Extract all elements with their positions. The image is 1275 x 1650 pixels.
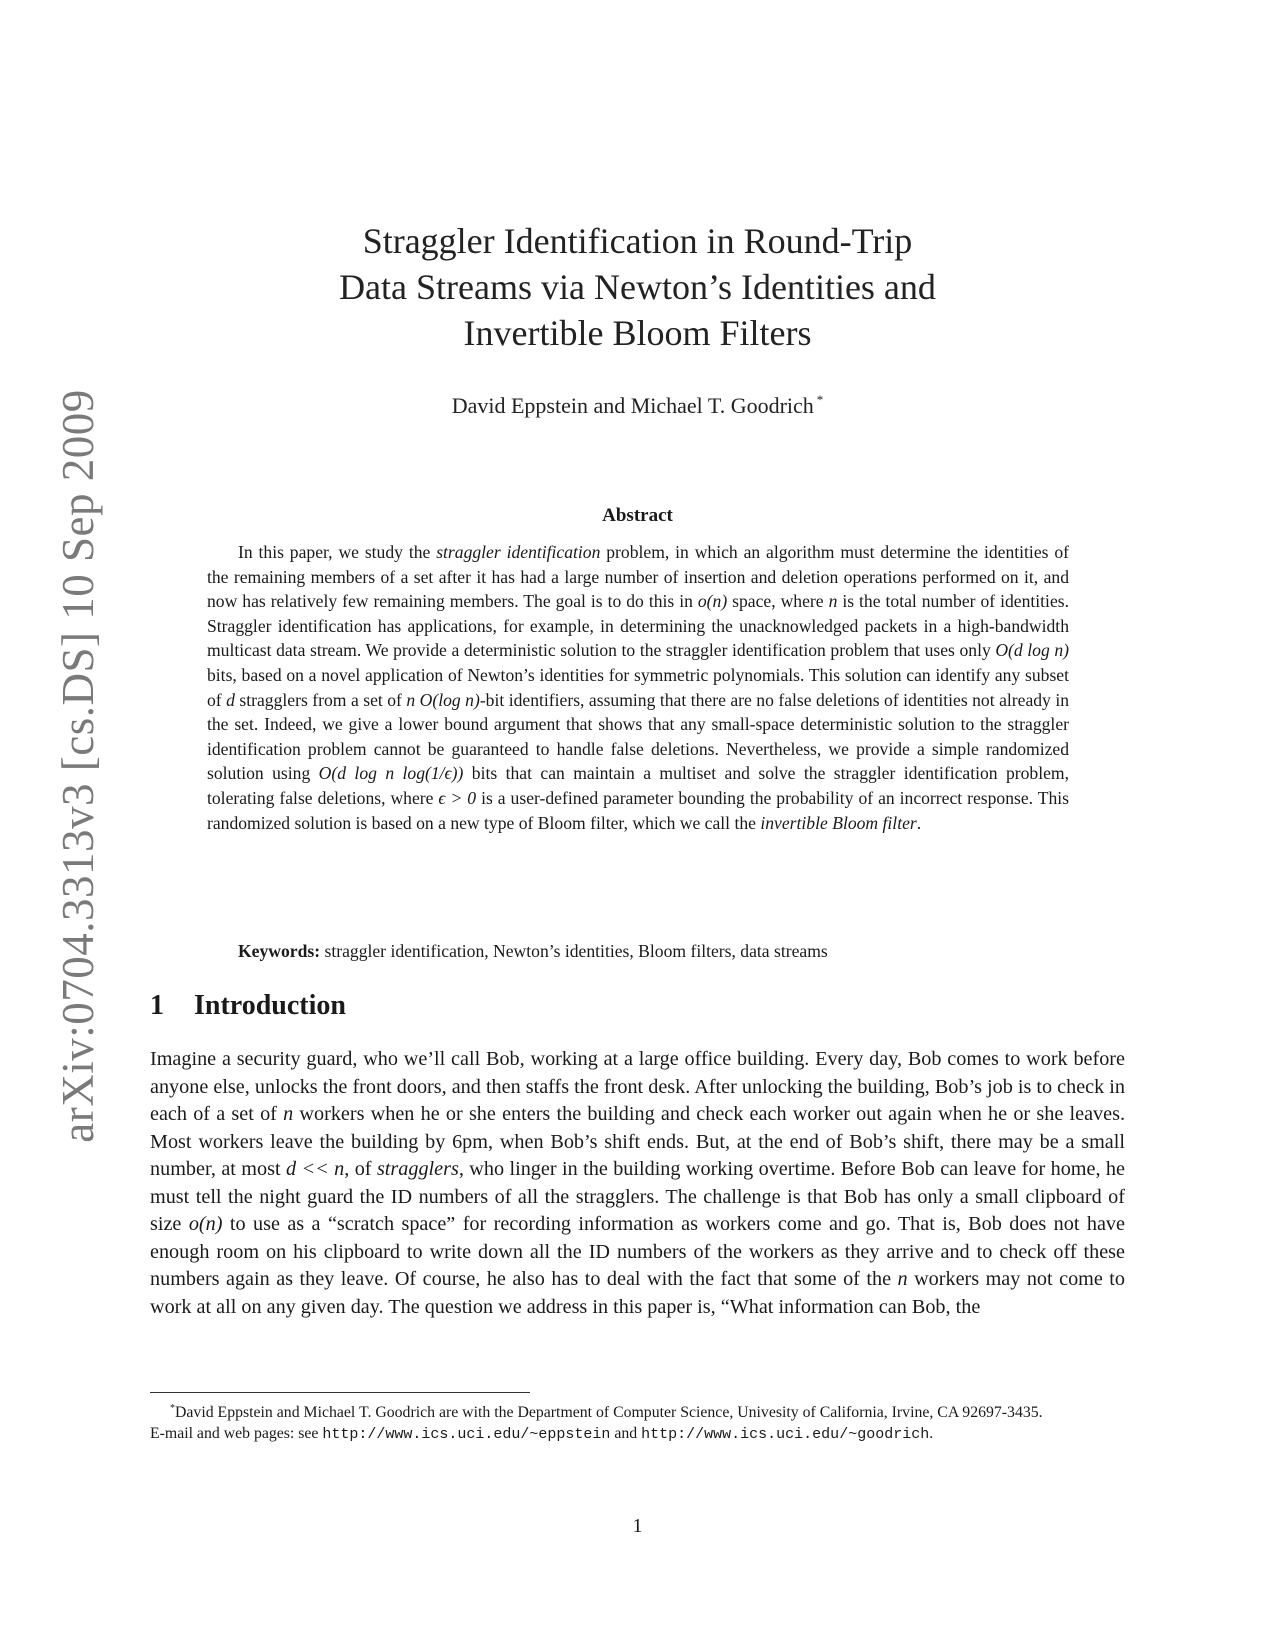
title-line: Invertible Bloom Filters (463, 313, 812, 353)
abstract-body (207, 540, 1069, 835)
author-line (150, 392, 1125, 419)
eppstein-url-link[interactable]: http://www.ics.uci.edu/~eppstein (322, 1426, 611, 1443)
section-title: Introduction (194, 990, 346, 1021)
introduction-body (150, 1046, 1125, 1321)
keywords-text: straggler identification, Newton’s identities, Bloom filters, data streams (320, 941, 828, 961)
abstract-heading: Abstract (602, 505, 673, 526)
footnotes (150, 1398, 1125, 1445)
paper-title (150, 218, 1125, 356)
footnote-affiliation: *David Eppstein and Michael T. Goodrich are with the Department of Computer Science, Univesity of California, Irvine, CA 92697-3435. (170, 1403, 1043, 1421)
section-heading (150, 990, 346, 1022)
footnote-rule (150, 1392, 530, 1393)
keywords-label: Keywords: (238, 941, 321, 961)
body-paragraph: Imagine a security guard, who we’ll call Bob, working at a large office building. Every day, Bob comes to work before anyone else, unlocks the front doors, and then staffs the front desk. After unlocking the building, Bob’s job is to check in each of a set of n workers when he or she enters the building and check each worker out again when he or she leaves. Most workers leave the building by 6pm, when Bob’s shift ends. But, at the end of Bob’s shift, there may be a small number, at most d << n, of stragglers, who linger in the building working overtime. Before Bob can leave for home, he must tell the night guard the ID numbers of all the stragglers. The challenge is that Bob has only a small clipboard of size o(n) to use as a “scratch space” for recording information as workers come and go. That is, Bob does not have enough room on his clipboard to write down all the ID numbers of the workers as they arrive and to check off these numbers again as they leave. Of course, he also has to deal with the fact that some of the n workers may not come to work at all on any given day. The question we address in this paper is, “What information can Bob, the (150, 1048, 1126, 1318)
page-number: 1 (632, 1515, 643, 1537)
keywords-line (207, 941, 1069, 962)
abstract-paragraph: In this paper, we study the straggler identification problem, in which an algorithm must determine the identities of the remaining members of a set after it has had a large number of insertion and deletion operations performed on it, and now has relatively few remaining members. The goal is to do this in o(n) space, where n is the total number of identities. Straggler identification has applications, for example, in determining the unacknowledged packets in a high-bandwidth multicast data stream. We provide a deterministic solution to the straggler identification problem that uses only O(d log n) bits, based on a novel application of Newton’s identities for symmetric polynomials. This solution can identify any subset of d stragglers from a set of n O(log n)-bit identifiers, assuming that there are no false deletions of identities not already in the set. Indeed, we give a lower bound argument that shows that any small-space deterministic solution to the straggler identification problem cannot be guaranteed to handle false deletions. Nevertheless, we provide a simple randomized solution using O(d log n log(1/ϵ)) bits that can maintain a multiset and solve the straggler identification problem, tolerating false deletions, where ϵ > 0 is a user-defined parameter bounding the probability of an incorrect response. This randomized solution is based on a new type of Bloom filter, which we call the invertible Bloom filter. (207, 542, 1070, 833)
footnote-contact: E-mail and web pages: see http://www.ics.uci.edu/~eppstein and http://www.ics.uci.edu/~goodrich. (150, 1425, 934, 1443)
title-line: Data Streams via Newton’s Identities and (339, 267, 936, 307)
author-names: David Eppstein and Michael T. Goodrich (451, 393, 814, 418)
section-number: 1 (150, 990, 164, 1021)
footnote-mark: * (170, 1403, 175, 1414)
arxiv-margin-stamp: arXiv:0704.3313v3 [cs.DS] 10 Sep 2009 (53, 389, 103, 1143)
goodrich-url-link[interactable]: http://www.ics.uci.edu/~goodrich (641, 1426, 930, 1443)
author-footnote-mark: * (816, 392, 824, 407)
title-line: Straggler Identification in Round-Trip (362, 221, 913, 261)
